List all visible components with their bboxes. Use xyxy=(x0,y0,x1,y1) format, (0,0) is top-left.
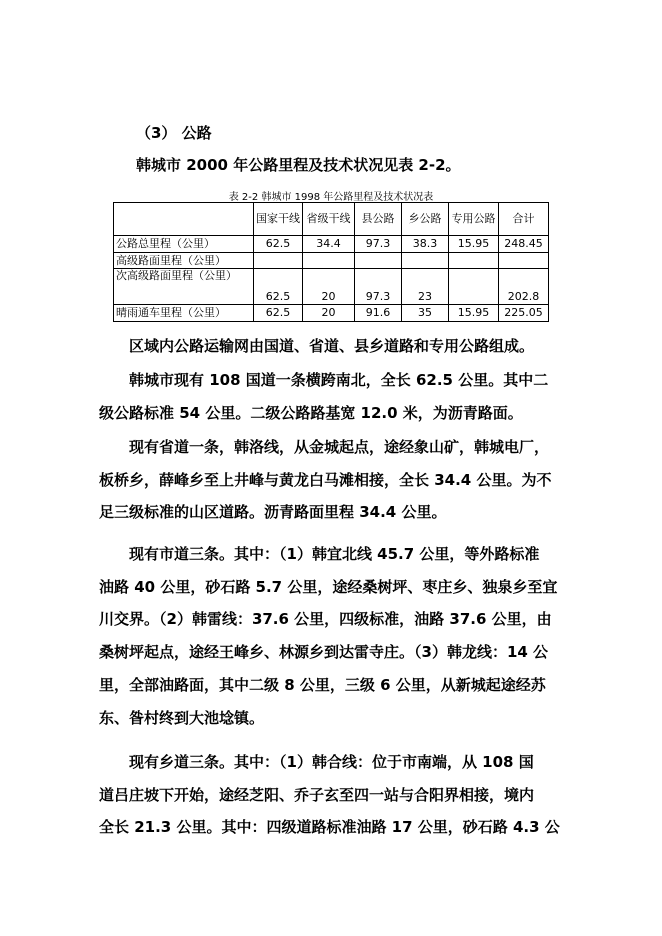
text-line: 川交界。（2）韩雷线：37.6 公里，四级标准，油路 37.6 公里，由 xyxy=(99,610,552,629)
paragraph-township-roads xyxy=(99,746,569,844)
row-label: 公路总里程（公里） xyxy=(114,236,254,253)
header-cell: 合计 xyxy=(499,203,549,236)
table-cell xyxy=(303,253,355,269)
paragraph-city-roads xyxy=(99,538,569,734)
intro-sentence: 韩城市 2000 年公路里程及技术状况见表 2-2。 xyxy=(136,156,461,174)
table-cell xyxy=(254,253,303,269)
text-line: 东、昝村终到大池埝镇。 xyxy=(99,708,265,727)
table-cell: 62.5 xyxy=(254,269,303,305)
table-cell xyxy=(402,253,449,269)
row-label: 晴雨通车里程（公里） xyxy=(114,305,254,322)
paragraph-national-road xyxy=(99,364,569,429)
table-row xyxy=(114,236,549,253)
text-line: 现有乡道三条。其中：（1）韩合线：位于市南端，从 108 国 xyxy=(99,753,534,771)
text-line: 区域内公路运输网由国道、省道、县乡道路和专用公路组成。 xyxy=(99,337,535,355)
table-cell: 35 xyxy=(402,305,449,322)
text-line: 现有市道三条。其中：（1）韩宜北线 45.7 公里，等外路标准 xyxy=(99,545,540,563)
table-cell: 248.45 xyxy=(499,236,549,253)
paragraph-road-network xyxy=(99,330,569,363)
row-label: 高级路面里程（公里） xyxy=(114,253,254,269)
table-cell: 91.6 xyxy=(355,305,402,322)
table-row xyxy=(114,269,549,305)
table-cell: 97.3 xyxy=(355,236,402,253)
text-line: 足三级标准的山区道路。沥青路面里程 34.4 公里。 xyxy=(99,503,447,522)
table-cell: 15.95 xyxy=(449,236,499,253)
text-line: 全长 21.3 公里。其中：四级道路标准油路 17 公里，砂石路 4.3 公 xyxy=(99,818,560,837)
row-label: 次高级路面里程（公里） xyxy=(114,269,254,305)
text-line: 道吕庄坡下开始，途经芝阳、乔子玄至四一站与合阳界相接，境内 xyxy=(99,785,535,804)
table-cell: 202.8 xyxy=(499,269,549,305)
header-cell: 省级干线 xyxy=(303,203,355,236)
paragraph-provincial-road xyxy=(99,431,569,529)
text-line: 现有省道一条，韩洛线，从金城起点，途经象山矿，韩城电厂， xyxy=(99,438,550,456)
table-cell: 34.4 xyxy=(303,236,355,253)
table-cell: 20 xyxy=(303,269,355,305)
table-cell: 15.95 xyxy=(449,305,499,322)
table-cell xyxy=(499,253,549,269)
text-line: 级公路标准 54 公里。二级公路路基宽 12.0 米，为沥青路面。 xyxy=(99,403,523,422)
text-line: 板桥乡，薛峰乡至上井峰与黄龙白马滩相接，全长 34.4 公里。为不 xyxy=(99,470,552,489)
table-cell: 62.5 xyxy=(254,305,303,322)
header-cell: 国家干线 xyxy=(254,203,303,236)
section-heading: （3） 公路 xyxy=(136,124,212,142)
text-line: 油路 40 公里，砂石路 5.7 公里，途经桑树坪、枣庄乡、独泉乡至宜 xyxy=(99,577,558,596)
header-cell: 乡公路 xyxy=(402,203,449,236)
table-cell: 225.05 xyxy=(499,305,549,322)
table-cell xyxy=(355,253,402,269)
table-cell: 23 xyxy=(402,269,449,305)
table-cell: 62.5 xyxy=(254,236,303,253)
table-cell: 38.3 xyxy=(402,236,449,253)
header-cell: 县公路 xyxy=(355,203,402,236)
table-row xyxy=(114,305,549,322)
road-mileage-table xyxy=(113,202,549,322)
table-cell xyxy=(449,253,499,269)
table-cell xyxy=(449,269,499,305)
table-row xyxy=(114,253,549,269)
text-line: 桑树坪起点，途经王峰乡、林源乡到达雷寺庄。（3）韩龙线：14 公 xyxy=(99,643,549,662)
text-line: 里，全部油路面，其中二级 8 公里，三级 6 公里，从新城起途经苏 xyxy=(99,675,546,694)
table-caption: 表 2-2 韩城市 1998 年公路里程及技术状况表 xyxy=(228,192,434,203)
table-cell: 97.3 xyxy=(355,269,402,305)
table-header-row xyxy=(114,203,549,236)
header-cell xyxy=(114,203,254,236)
table-cell: 20 xyxy=(303,305,355,322)
text-line: 韩城市现有 108 国道一条横跨南北，全长 62.5 公里。其中二 xyxy=(99,371,549,389)
header-cell: 专用公路 xyxy=(449,203,499,236)
